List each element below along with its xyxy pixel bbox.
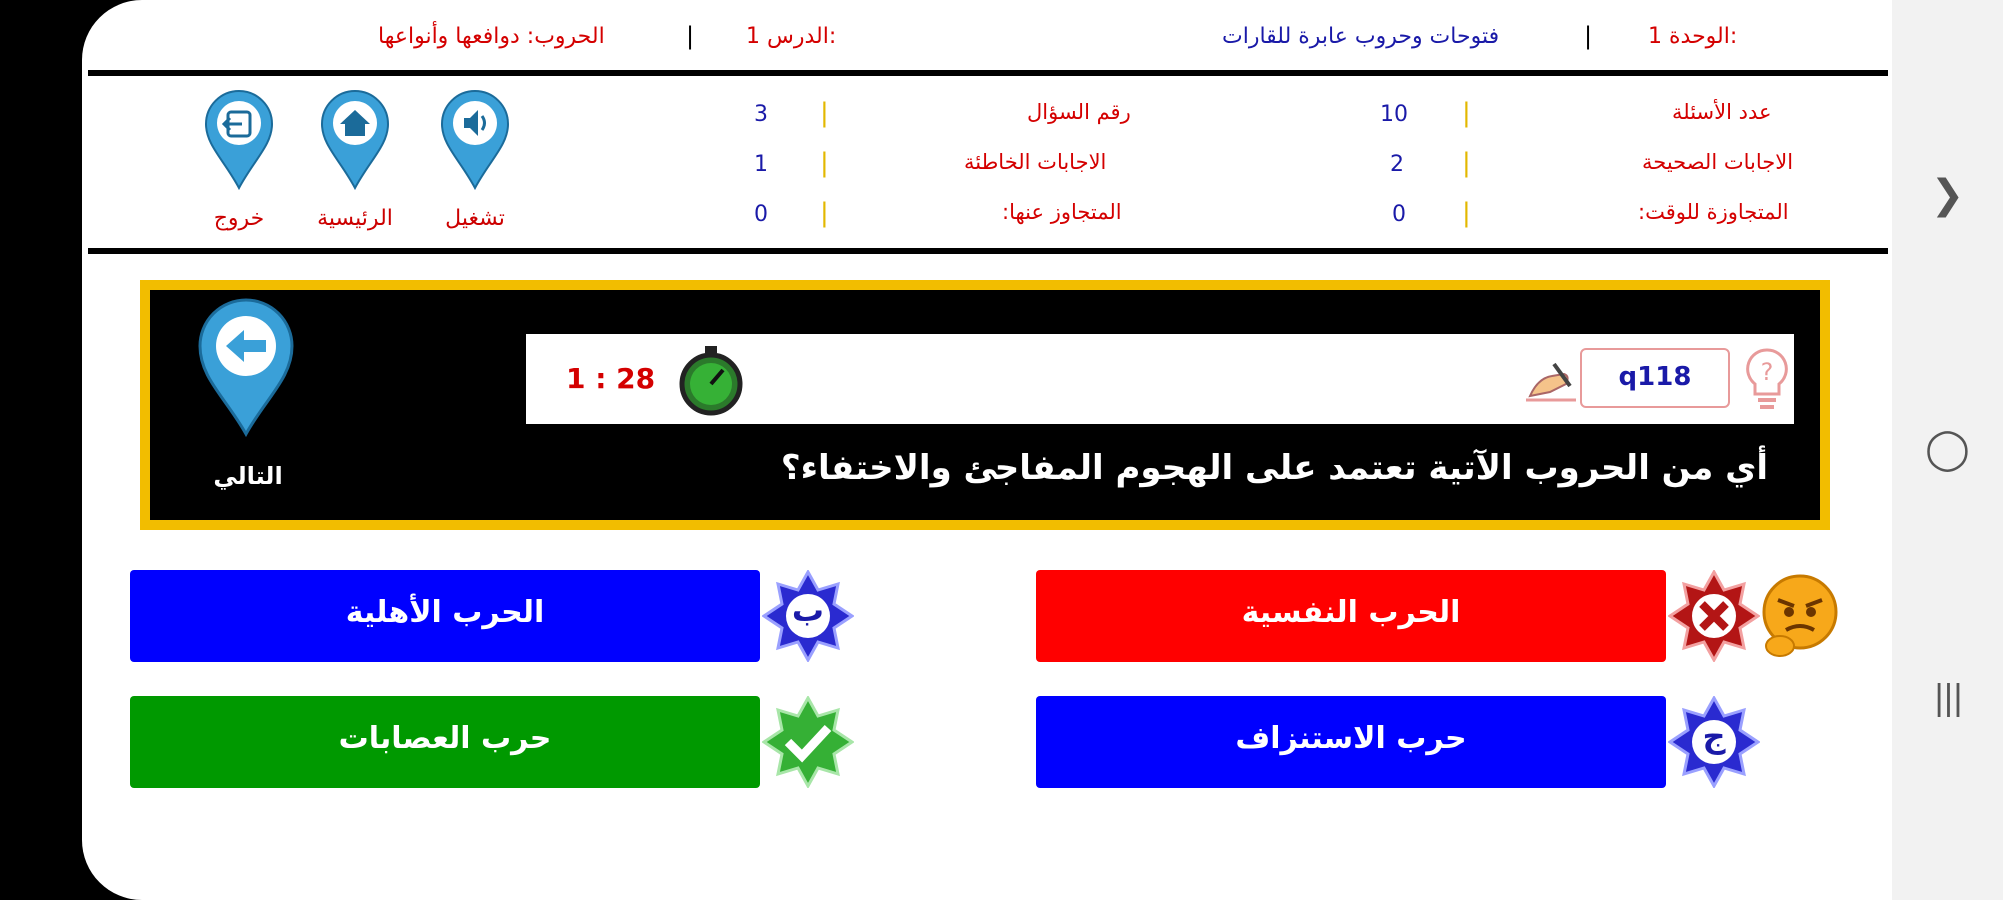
skipped-value: 0 [754, 202, 768, 227]
back-nav-button[interactable]: ❯ [1930, 172, 1965, 218]
lesson-label: الدرس 1: [746, 24, 837, 49]
stats-divider [88, 248, 1888, 254]
unit-label: الوحدة 1: [1648, 24, 1738, 49]
correct-answers-label: الاجابات الصحيحة [1642, 150, 1794, 174]
header-divider [88, 70, 1888, 76]
exit-icon[interactable] [204, 90, 274, 190]
question-panel [140, 280, 1830, 530]
header-separator-2: | [686, 22, 695, 50]
stats-sep-2: | [1462, 148, 1471, 178]
answer-option-psychological[interactable]: الحرب النفسية [1036, 570, 1666, 662]
quiz-app-window [82, 0, 1892, 900]
stats-sep-5: | [820, 148, 829, 178]
stats-sep-3: | [1462, 198, 1471, 228]
home-nav-button[interactable]: ◯ [1925, 426, 1970, 472]
answer-option-b[interactable]: الحرب الأهلية [130, 570, 760, 662]
home-icon[interactable] [320, 90, 390, 190]
correct-check-star-icon [762, 696, 854, 788]
home-label: الرئيسية [317, 206, 393, 231]
system-navigation-bar [1892, 0, 2003, 900]
recents-nav-button[interactable]: ||| [1933, 678, 1962, 718]
header-separator-1: | [1584, 22, 1593, 50]
skipped-label: المتجاوز عنها: [1002, 200, 1122, 224]
question-text: أي من الحروب الآتية تعتمد على الهجوم المفاجئ والاختفاء؟ [780, 448, 1768, 488]
wrong-x-star-icon [1668, 570, 1760, 662]
exit-label: خروج [213, 206, 265, 231]
lightbulb-question-icon [1744, 346, 1790, 412]
wrong-answers-label: الاجابات الخاطئة [964, 150, 1107, 174]
question-number-label: رقم السؤال [1027, 100, 1131, 124]
wrong-answers-value: 1 [754, 152, 768, 177]
stats-sep-4: | [820, 98, 829, 128]
letter-j-label: ج [1702, 717, 1726, 755]
next-label: التالي [213, 462, 283, 490]
letter-b-label: ب [791, 591, 825, 629]
speaker-icon[interactable] [440, 90, 510, 190]
unit-title: فتوحات وحروب عابرة للقارات [1222, 24, 1500, 49]
lesson-title-label [378, 24, 605, 49]
question-info-bar [526, 334, 1794, 424]
stopwatch-icon [678, 344, 744, 416]
time-exceeded-label: المتجاوزة للوقت: [1638, 200, 1789, 224]
correct-answers-value: 2 [1390, 152, 1404, 177]
angry-emoji-icon [1760, 572, 1840, 660]
stats-sep-1: | [1462, 98, 1471, 128]
stats-sep-6: | [820, 198, 829, 228]
question-code: q118 [1580, 348, 1730, 408]
svg-text:?: ? [1760, 358, 1774, 386]
questions-count-label: عدد الأسئلة [1672, 100, 1772, 124]
question-number-value: 3 [754, 102, 768, 127]
questions-count-value: 10 [1380, 102, 1408, 127]
play-label: تشغيل [445, 206, 505, 231]
answer-option-guerrilla[interactable]: حرب العصابات [130, 696, 760, 788]
writing-hand-icon [1524, 356, 1578, 404]
answer-option-j[interactable]: حرب الاستنزاف [1036, 696, 1666, 788]
countdown-timer: 1 : 28 [566, 362, 656, 395]
lesson-title: الحروب: دوافعها وأنواعها [378, 24, 605, 49]
time-exceeded-value: 0 [1392, 202, 1406, 227]
back-arrow-icon[interactable] [196, 298, 296, 438]
